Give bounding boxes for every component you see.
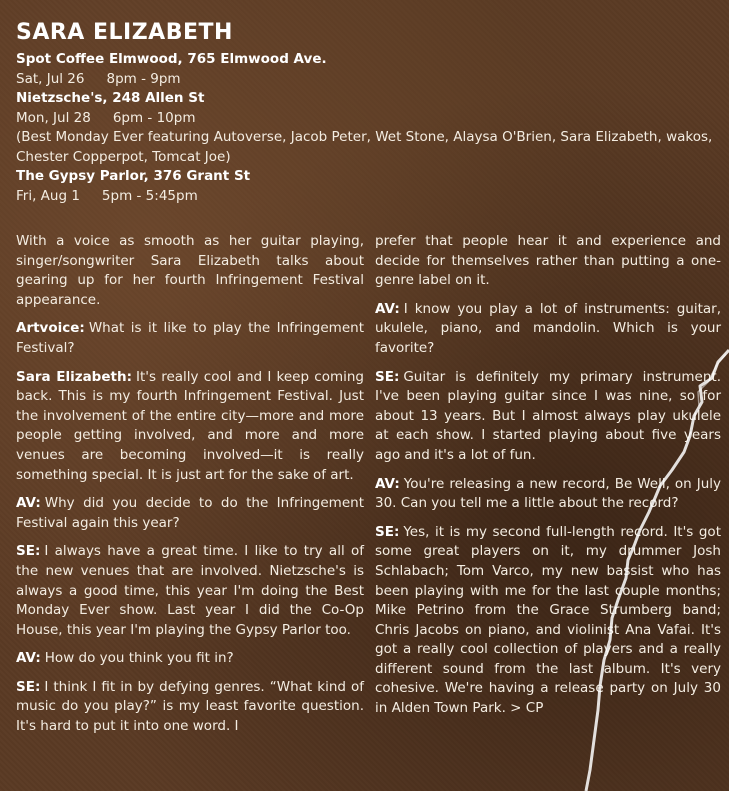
speaker-label: SE: [375, 368, 400, 385]
interview-paragraph [16, 368, 364, 486]
show-listing [16, 167, 716, 206]
show-date: Mon, Jul 28 [16, 109, 91, 126]
interview-paragraph [375, 475, 721, 514]
paragraph-text: How do you think you fit in? [44, 650, 234, 667]
paragraph-text: I think I fit in by defying genres. “What kind of music do you play?” is my least favorite question. It's hard to put it into one word. I [16, 678, 364, 735]
interview-paragraph [16, 678, 364, 737]
interview-paragraph [375, 368, 721, 466]
paragraph-text: It's really cool and I keep coming back. This is my fourth Infringement Festival. Just the involvement of the entire city—more and more people getting involved, and more and more venues are becoming involved—it is really something special. It is just art for the sake of art. [16, 368, 364, 483]
speaker-label: Artvoice: [16, 320, 85, 337]
speaker-label: Sara Elizabeth: [16, 368, 132, 385]
show-datetime [16, 109, 716, 129]
show-venue: The Gypsy Parlor, 376 Grant St [16, 168, 251, 184]
show-datetime [16, 70, 716, 90]
show-venue: Nietzsche's, 248 Allen St [16, 90, 205, 106]
right-column [375, 232, 721, 728]
paragraph-text: You're releasing a new record, Be Well, on July 30. Can you tell me a little about the record? [375, 475, 721, 512]
left-column [16, 232, 364, 746]
speaker-label: AV: [16, 495, 41, 512]
interview-paragraph [16, 649, 364, 669]
paragraph-text: Guitar is definitely my primary instrument. I've been playing guitar since I was nine, so for about 13 years. But I almost always play ukulele at each show. I started playing about five years ago and it's a lot of fun. [375, 368, 721, 463]
article-header [16, 20, 716, 206]
show-date: Fri, Aug 1 [16, 187, 80, 204]
speaker-label: AV: [375, 475, 400, 492]
interview-paragraph [16, 319, 364, 358]
interview-paragraph [16, 542, 364, 640]
show-time: 5pm - 5:45pm [101, 187, 198, 204]
speaker-label: AV: [375, 300, 400, 317]
interview-paragraph [16, 494, 364, 533]
interview-paragraph [375, 232, 721, 291]
show-venue: Spot Coffee Elmwood, 765 Elmwood Ave. [16, 51, 327, 67]
show-lineup-note: (Best Monday Ever featuring Autoverse, Jacob Peter, Wet Stone, Alaysa O'Brien, Sara Elizabeth, wakos, Chester Copperpot, Tomcat Joe) [16, 129, 713, 165]
show-time: 8pm - 9pm [106, 70, 181, 87]
speaker-label: AV: [16, 650, 41, 667]
show-listing [16, 50, 716, 89]
paragraph-text: I always have a great time. I like to try all of the new venues that are involved. Nietzsche's is always a good time, this year I'm doing the Best Monday Ever show. Last year I did the Co-Op House, this year I'm playing the Gypsy Parlor too. [16, 543, 364, 638]
show-date: Sat, Jul 26 [16, 70, 85, 87]
speaker-label: SE: [16, 543, 41, 560]
paragraph-text: Why did you decide to do the Infringement Festival again this year? [16, 495, 364, 531]
show-datetime [16, 187, 716, 207]
paragraph-text: Yes, it is my second full-length record. It's got some great players on it, my drummer Josh Schlabach; Tom Varco, my new bassist who has been playing with me for the last couple months; Mike Petrino from the Grace Strumberg band; Chris Jacobs on piano, and violinist Ana Vafai. It's got a really cool collection of players and a really different sound from the last album. It's very cohesive. We're having a release party on July 30 in Alden Town Park. > CP [375, 523, 721, 717]
paragraph-text: What is it like to play the Infringement Festival? [16, 320, 364, 356]
intro-paragraph: With a voice as smooth as her guitar playing, singer/songwriter Sara Elizabeth talks about gearing up for her fourth Infringement Festival appearance. [16, 233, 364, 308]
interview-paragraph [375, 300, 721, 359]
artist-name: SARA ELIZABETH [16, 20, 233, 45]
speaker-label: SE: [375, 523, 400, 540]
interview-paragraph [375, 523, 721, 719]
show-time: 6pm - 10pm [112, 109, 196, 126]
paragraph-text: I know you play a lot of instruments: guitar, ukulele, piano, and mandolin. Which is your favorite? [375, 300, 721, 356]
paragraph-text: prefer that people hear it and experience and decide for themselves rather than putting a one-genre label on it. [375, 233, 721, 289]
show-listing [16, 89, 716, 167]
speaker-label: SE: [16, 678, 41, 695]
